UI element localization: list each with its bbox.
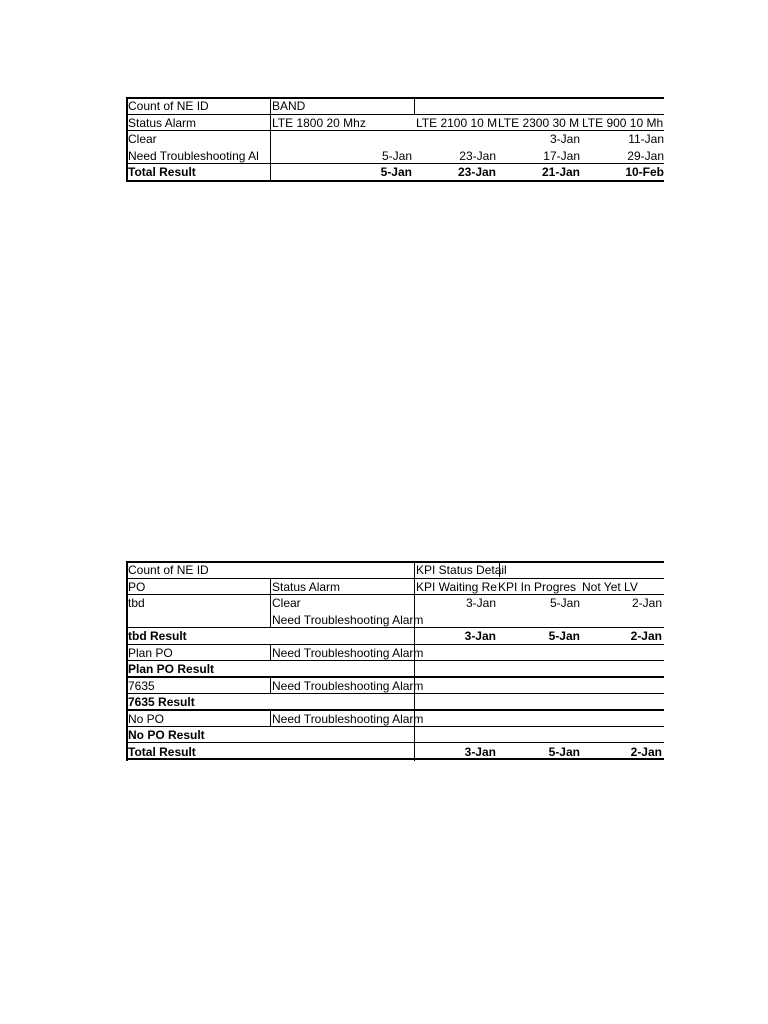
table-divider-vertical bbox=[270, 578, 271, 627]
kpi-pivot-row-plan-po bbox=[126, 645, 664, 662]
band-pivot-column-header-row bbox=[126, 115, 664, 132]
total-value-cell: 5-Jan bbox=[548, 744, 580, 759]
kpi-col-header-1: KPI Waiting Re bbox=[416, 579, 497, 594]
status-cell: Clear bbox=[272, 596, 301, 610]
band-pivot-header-row bbox=[126, 98, 664, 115]
table-divider bbox=[126, 709, 664, 711]
table-divider bbox=[126, 114, 664, 115]
row-label-clear: Clear bbox=[128, 132, 157, 146]
total-value-cell: 5-Jan bbox=[380, 165, 412, 179]
band-pivot-row-need-troubleshooting bbox=[126, 148, 664, 165]
table-divider bbox=[126, 742, 664, 743]
table-divider bbox=[126, 130, 664, 131]
band-col-header-1: LTE 1800 20 Mhz bbox=[272, 115, 366, 130]
total-result-label: Total Result bbox=[128, 165, 196, 179]
band-col-header-4: LTE 900 10 Mh bbox=[582, 115, 664, 130]
table-divider bbox=[126, 693, 664, 694]
status-alarm-label: Status Alarm bbox=[272, 579, 341, 594]
value-cell: 3-Jan bbox=[549, 132, 580, 146]
table-border-left bbox=[126, 561, 128, 761]
kpi-pivot-row-tbd-need bbox=[126, 612, 664, 629]
total-value-cell: 2-Jan bbox=[630, 744, 662, 759]
row-label-need-troubleshooting: Need Troubleshooting Al bbox=[128, 148, 259, 163]
kpi-pivot-row-no-po bbox=[126, 711, 664, 728]
kpi-pivot-table bbox=[126, 561, 664, 761]
value-cell: 5-Jan bbox=[549, 596, 580, 610]
kpi-col-header-3: Not Yet LV bbox=[582, 579, 638, 594]
table-border-top bbox=[126, 561, 664, 563]
status-cell: Need Troubleshooting Alarm bbox=[272, 678, 424, 693]
band-col-header-2: LTE 2100 10 M bbox=[416, 115, 498, 130]
po-cell: Plan PO bbox=[128, 645, 173, 660]
kpi-col-header-2: KPI In Progres bbox=[498, 579, 577, 594]
po-label: PO bbox=[128, 579, 146, 594]
subtotal-label: 7635 Result bbox=[128, 695, 195, 709]
total-value-cell: 10-Feb bbox=[625, 165, 664, 179]
value-cell: 11-Jan bbox=[628, 132, 664, 146]
po-cell: No PO bbox=[128, 711, 165, 726]
total-value-cell: 23-Jan bbox=[457, 165, 496, 179]
band-col-header-3: LTE 2300 30 M bbox=[498, 115, 580, 130]
value-cell: 5-Jan bbox=[381, 148, 412, 163]
table-divider bbox=[126, 644, 664, 645]
table-divider-vertical bbox=[270, 709, 271, 726]
status-alarm-label: Status Alarm bbox=[128, 115, 197, 130]
band-pivot-row-clear bbox=[126, 131, 664, 148]
table-divider-vertical bbox=[414, 561, 415, 761]
table-divider bbox=[126, 627, 664, 628]
table-border-top bbox=[126, 97, 664, 99]
kpi-pivot-row-tbd-result bbox=[126, 628, 664, 645]
value-cell: 17-Jan bbox=[543, 148, 580, 163]
total-result-label: Total Result bbox=[128, 744, 196, 759]
band-field-label: BAND bbox=[272, 99, 306, 113]
subtotal-value-cell: 3-Jan bbox=[464, 629, 496, 643]
table-border-bottom bbox=[126, 180, 664, 182]
subtotal-label: tbd Result bbox=[128, 629, 187, 643]
value-cell: 2-Jan bbox=[631, 596, 662, 610]
table-border-left bbox=[126, 97, 128, 182]
count-of-ne-id-label: Count of NE ID bbox=[128, 99, 209, 113]
count-of-ne-id-label: Count of NE ID bbox=[128, 563, 209, 577]
status-cell: Need Troubleshooting Alarm bbox=[272, 645, 424, 660]
table-divider bbox=[126, 660, 664, 661]
band-pivot-table bbox=[126, 97, 664, 182]
total-value-cell: 3-Jan bbox=[464, 744, 496, 759]
value-cell: 3-Jan bbox=[465, 596, 496, 610]
table-divider-vertical bbox=[270, 644, 271, 660]
table-border-bottom bbox=[126, 758, 664, 760]
table-divider bbox=[126, 676, 664, 678]
total-value-cell: 21-Jan bbox=[541, 165, 580, 179]
kpi-pivot-header-row bbox=[126, 562, 664, 579]
table-divider bbox=[126, 726, 664, 727]
value-cell: 23-Jan bbox=[459, 148, 496, 163]
kpi-pivot-row-7635 bbox=[126, 678, 664, 695]
table-divider-vertical bbox=[270, 97, 271, 182]
kpi-status-detail-label: KPI Status Detail bbox=[416, 563, 507, 577]
subtotal-value-cell: 2-Jan bbox=[630, 629, 662, 643]
table-divider bbox=[126, 594, 664, 595]
status-cell: Need Troubleshooting Alarm bbox=[272, 711, 424, 726]
table-divider-vertical bbox=[270, 676, 271, 693]
band-pivot-total-row bbox=[126, 164, 664, 181]
cell-cursor-mark bbox=[499, 562, 500, 577]
table-divider-vertical bbox=[414, 97, 415, 114]
subtotal-label: Plan PO Result bbox=[128, 662, 215, 676]
po-cell: tbd bbox=[128, 596, 145, 610]
po-cell: 7635 bbox=[128, 678, 155, 693]
value-cell: 29-Jan bbox=[627, 148, 664, 163]
subtotal-label: No PO Result bbox=[128, 728, 205, 742]
table-divider bbox=[126, 578, 664, 579]
subtotal-value-cell: 5-Jan bbox=[548, 629, 580, 643]
value-cell bbox=[270, 131, 414, 148]
status-cell: Need Troubleshooting Alarm bbox=[272, 612, 424, 627]
value-cell bbox=[414, 131, 498, 148]
kpi-pivot-row-tbd-clear bbox=[126, 595, 664, 612]
table-divider bbox=[126, 163, 664, 164]
kpi-pivot-column-header-row bbox=[126, 579, 664, 596]
